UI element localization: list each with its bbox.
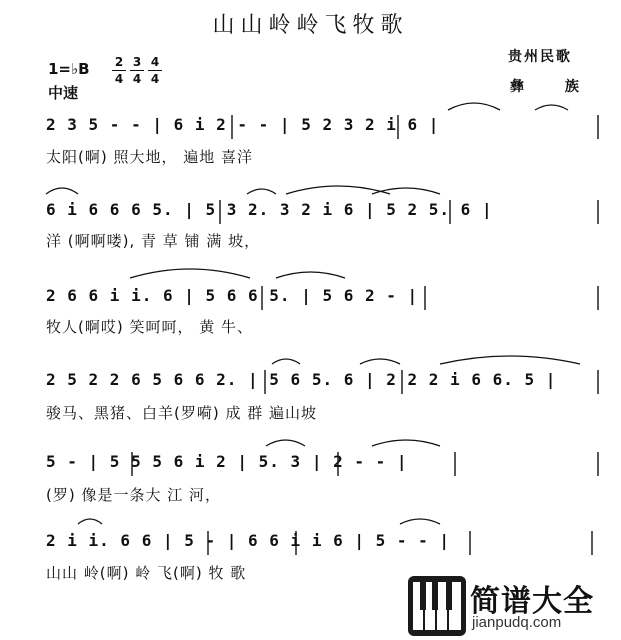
slur-mark — [440, 356, 580, 364]
song-title: 山山岭岭飞牧歌 — [212, 13, 409, 38]
slur-mark — [272, 359, 300, 364]
lyrics-row-5: (罗) 像是一条大 江 河， — [46, 486, 222, 504]
slur-mark — [247, 189, 276, 194]
notation-row-3: 2 6 6 i i. 6 | 5 6 6 5. | 5 6 2 - | — [46, 286, 419, 305]
lyrics-row-2: 洋 (啊啊喽), 青 草 铺 满 坡， — [46, 232, 261, 250]
ethnic-group: 彝 族 — [510, 79, 597, 95]
notation-row-2: 6 i 6 6 6 5. | 5 3 2. 3 2 i 6 | 5 2 5. 6 | — [46, 200, 493, 219]
lyrics-row-6: 山山 岭(啊) 岭 飞(啊) 牧 歌 — [46, 564, 247, 582]
slur-mark — [448, 103, 500, 110]
key-signature: 1=♭B — [48, 60, 90, 78]
watermark-brand: 简谱大全 — [470, 584, 594, 619]
piano-keys-icon — [408, 576, 466, 636]
notation-row-6: 2 i i. 6 6 | 5 - | 6 6 i i 6 | 5 - - | — [46, 531, 451, 550]
song-origin: 贵州民歌 — [508, 49, 572, 65]
slur-mark — [400, 519, 440, 524]
tempo-marking: 中速 — [48, 84, 79, 102]
slur-mark — [130, 269, 250, 278]
notation-row-1: 2 3 5 - - | 6 i 2 - - | 5 2 3 2 i 6 | — [46, 115, 440, 134]
time-signature-3-4: 3 4 — [130, 55, 144, 86]
lyrics-row-3: 牧人(啊哎) 笑呵呵， 黄 牛、 — [46, 318, 254, 336]
time-signature-2-4: 2 4 — [112, 55, 126, 86]
watermark-url: jianpudq.com — [472, 614, 562, 631]
slur-mark — [46, 188, 78, 194]
notation-row-5: 5 - | 5 5 5 6 i 2 | 5. 3 | 2 - - | — [46, 452, 408, 471]
slur-mark — [266, 440, 305, 446]
lyrics-row-1: 太阳(啊) 照大地， 遍地 喜洋 — [46, 148, 254, 166]
slur-mark — [535, 105, 568, 110]
slur-mark — [372, 188, 440, 194]
lyrics-row-4: 骏马、黑猪、白羊(罗嗬) 成 群 遍山坡 — [46, 404, 318, 422]
slur-mark — [276, 272, 345, 278]
notation-row-4: 2 5 2 2 6 5 6 6 2. | 5 6 5. 6 | 2 2 2 i 6 6. 5 | — [46, 370, 557, 389]
watermark — [404, 572, 621, 640]
slur-mark — [360, 359, 400, 364]
slur-mark — [372, 440, 440, 446]
slur-mark — [78, 519, 102, 524]
time-signature-4-4: 4 4 — [148, 55, 162, 86]
